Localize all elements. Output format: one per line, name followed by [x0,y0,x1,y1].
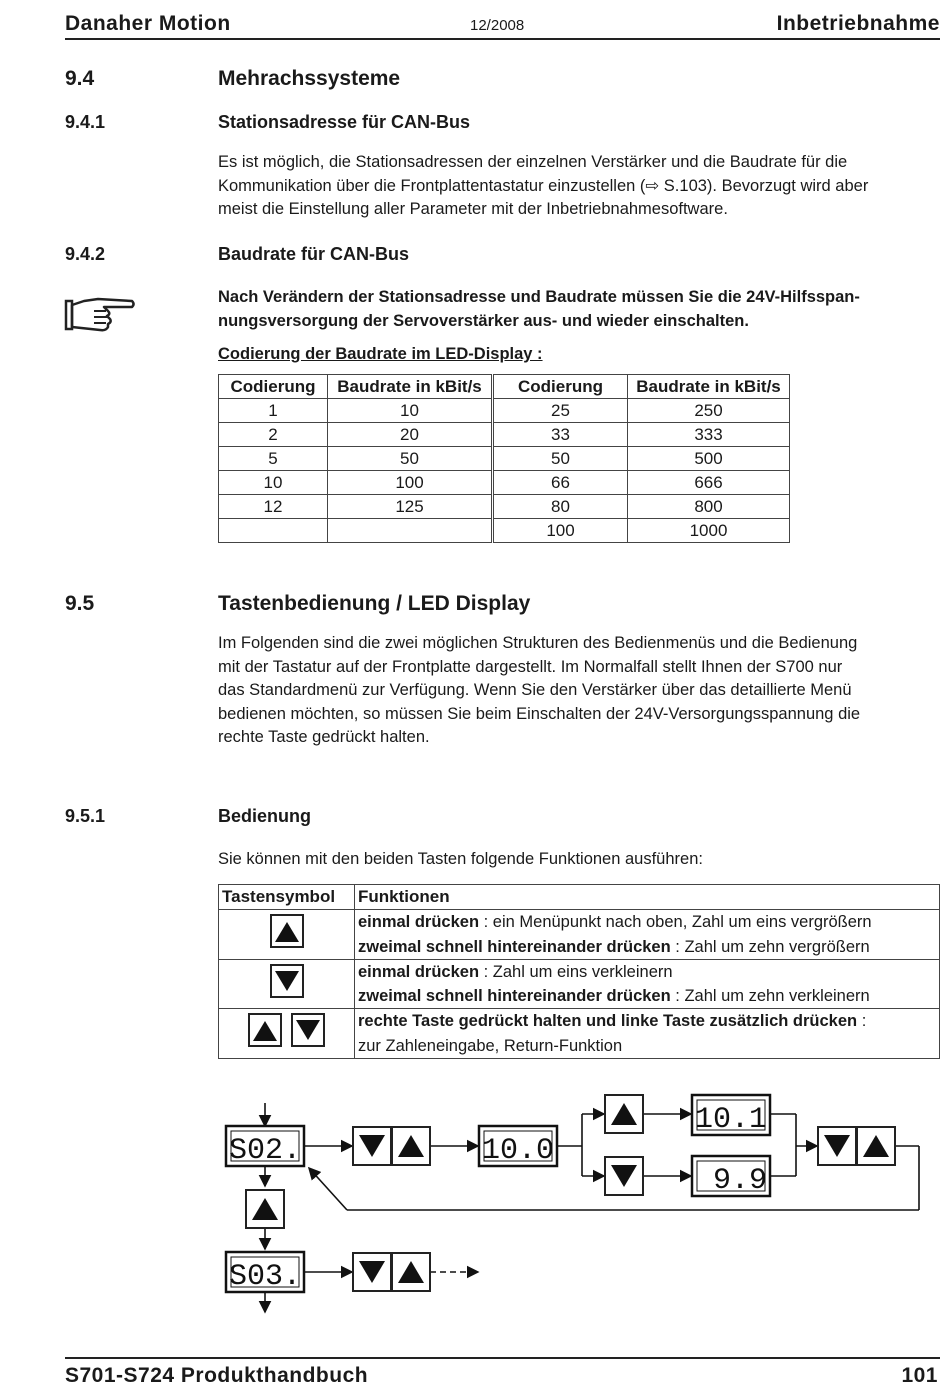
text: : ein Menüpunkt nach oben, Zahl um eins vergrößern [479,913,872,932]
text-line: Nach Verändern der Stationsadresse und Baudrate müssen Sie die 24V-Hilfsspan- [218,288,860,306]
table-row [219,471,790,495]
header-left: Danaher Motion [65,12,231,35]
key-symbol-cell [219,910,355,960]
header-date: 12/2008 [470,17,525,34]
section-number: 9.5.1 [65,806,106,826]
text-line: Kommunikation über die Frontplattentastatur einzustellen (⇨ S.103). Bevorzugt wird aber [218,176,869,195]
down-arrow-key-icon [818,1127,856,1165]
led-value: S03. [228,1260,302,1294]
key-symbol-cell [219,959,355,1009]
table-cell: 66 [493,471,628,495]
down-arrow-key-icon [605,1157,643,1195]
table-row [219,495,790,519]
text-line: rechte Taste gedrückt halten. [218,728,430,747]
table-cell: 50 [493,447,628,471]
led-display [226,1252,304,1294]
table-cell: 100 [493,519,628,543]
table-cell: 1 [219,399,328,423]
section-title: Stationsadresse für CAN-Bus [218,112,471,132]
note-paragraph [218,286,940,333]
up-arrow-key-icon [270,914,304,948]
column-header: Codierung [219,375,328,399]
led-value: S02. [228,1134,302,1168]
table-cell: 2 [219,423,328,447]
text-line: mit der Tastatur auf der Frontplatte dargestellt. Im Normalfall stellt Ihnen der S700 nur [218,657,843,676]
table-row [219,423,790,447]
bold-text: einmal drücken [358,962,480,981]
table-cell: 80 [493,495,628,519]
section-title: Bedienung [218,806,311,826]
table-row [219,519,790,543]
table-cell: 666 [628,471,790,495]
up-arrow-key-icon [392,1127,430,1165]
up-arrow-key-icon [246,1190,284,1228]
table-cell: 800 [628,495,790,519]
bold-text: zweimal schnell hintereinander drücken [358,937,671,956]
section-number: 9.5 [65,592,95,615]
paragraph [218,632,940,750]
table-cell: 1000 [628,519,790,543]
table-row [219,910,940,960]
baud-rate-table [218,374,790,543]
text: : Zahl um eins verkleinern [479,962,673,981]
table-cell [219,519,328,543]
text: : Zahl um zehn verkleinern [670,987,870,1006]
section-title: Mehrachssysteme [218,67,401,90]
table-cell: 12 [219,495,328,519]
led-display [692,1095,770,1137]
table-cell: 33 [493,423,628,447]
pointing-hand-icon [64,296,136,334]
section-title: Baudrate für CAN-Bus [218,244,410,264]
table-row [219,447,790,471]
table-cell [328,519,493,543]
up-arrow-key-icon [857,1127,895,1165]
led-value: 10.0 [481,1134,555,1168]
header-rule [65,38,940,40]
led-display [479,1126,557,1168]
section-number: 9.4 [65,67,95,90]
column-header: Baudrate in kBit/s [328,375,493,399]
down-arrow-key-icon [353,1127,391,1165]
column-header: Funktionen [355,885,940,910]
table-cell: 5 [219,447,328,471]
up-arrow-key-icon [248,1013,282,1047]
table-cell: 10 [219,471,328,495]
function-cell [355,1009,940,1059]
down-arrow-key-icon [353,1253,391,1291]
column-header: Baudrate in kBit/s [628,375,790,399]
table-cell: 50 [328,447,493,471]
paragraph [218,151,940,222]
text-line: Es ist möglich, die Stationsadressen der einzelnen Verstärker und die Baudrate für die [218,153,848,171]
section-number: 9.4.1 [65,112,106,132]
footer-rule [65,1357,940,1359]
bold-text: einmal drücken [358,913,480,932]
text-line: Im Folgenden sind die zwei möglichen Strukturen des Bedienmenüs und die Bedienung [218,634,858,652]
table-cell: 250 [628,399,790,423]
table-row [219,399,790,423]
led-value: 9.9 [712,1164,768,1198]
text: : [857,1012,867,1031]
function-cell [355,959,940,1009]
table-caption: Codierung der Baudrate im LED-Display : [218,345,543,363]
table-cell: 333 [628,423,790,447]
text-line: meist die Einstellung aller Parameter mit der Inbetriebnahmesoftware. [218,200,728,219]
section-number: 9.4.2 [65,244,106,264]
up-arrow-key-icon [605,1095,643,1133]
table-header-row [219,885,940,910]
table-cell: 10 [328,399,493,423]
key-function-table [218,884,940,1059]
table-cell: 25 [493,399,628,423]
table-header-row [219,375,790,399]
column-header: Codierung [493,375,628,399]
column-header: Tastensymbol [219,885,355,910]
menu-flow-diagram [0,1090,950,1320]
page-number: 101 [901,1364,938,1387]
text-line: nungsversorgung der Servoverstärker aus- und wieder einschalten. [218,311,749,330]
table-cell: 20 [328,423,493,447]
key-symbol-cell [219,1009,355,1059]
led-value: 10.1 [694,1103,768,1137]
led-display [226,1126,304,1168]
text-line: bedienen möchten, so müssen Sie beim Einschalten der 24V-Versorgungsspannung die [218,704,861,723]
text: zur Zahleneingabe, Return-Funktion [358,1036,623,1055]
bold-text: zweimal schnell hintereinander drücken [358,987,671,1006]
table-row [219,959,940,1009]
led-display [692,1156,770,1198]
function-cell [355,910,940,960]
down-arrow-key-icon [291,1013,325,1047]
header-right: Inbetriebnahme [776,12,940,35]
up-arrow-key-icon [392,1253,430,1291]
text: : Zahl um zehn vergrößern [670,937,870,956]
table-cell: 100 [328,471,493,495]
down-arrow-key-icon [270,964,304,998]
section-title: Tastenbedienung / LED Display [218,592,531,615]
text-line: das Standardmenü zur Verfügung. Wenn Sie den Verstärker über das detaillierte Menü [218,681,852,700]
footer-left: S701-S724 Produkthandbuch [65,1364,369,1387]
bold-text: rechte Taste gedrückt halten und linke Taste zusätzlich drücken [358,1012,858,1031]
table-row [219,1009,940,1059]
table-cell: 500 [628,447,790,471]
paragraph: Sie können mit den beiden Tasten folgende Funktionen ausführen: [218,850,703,868]
table-cell: 125 [328,495,493,519]
